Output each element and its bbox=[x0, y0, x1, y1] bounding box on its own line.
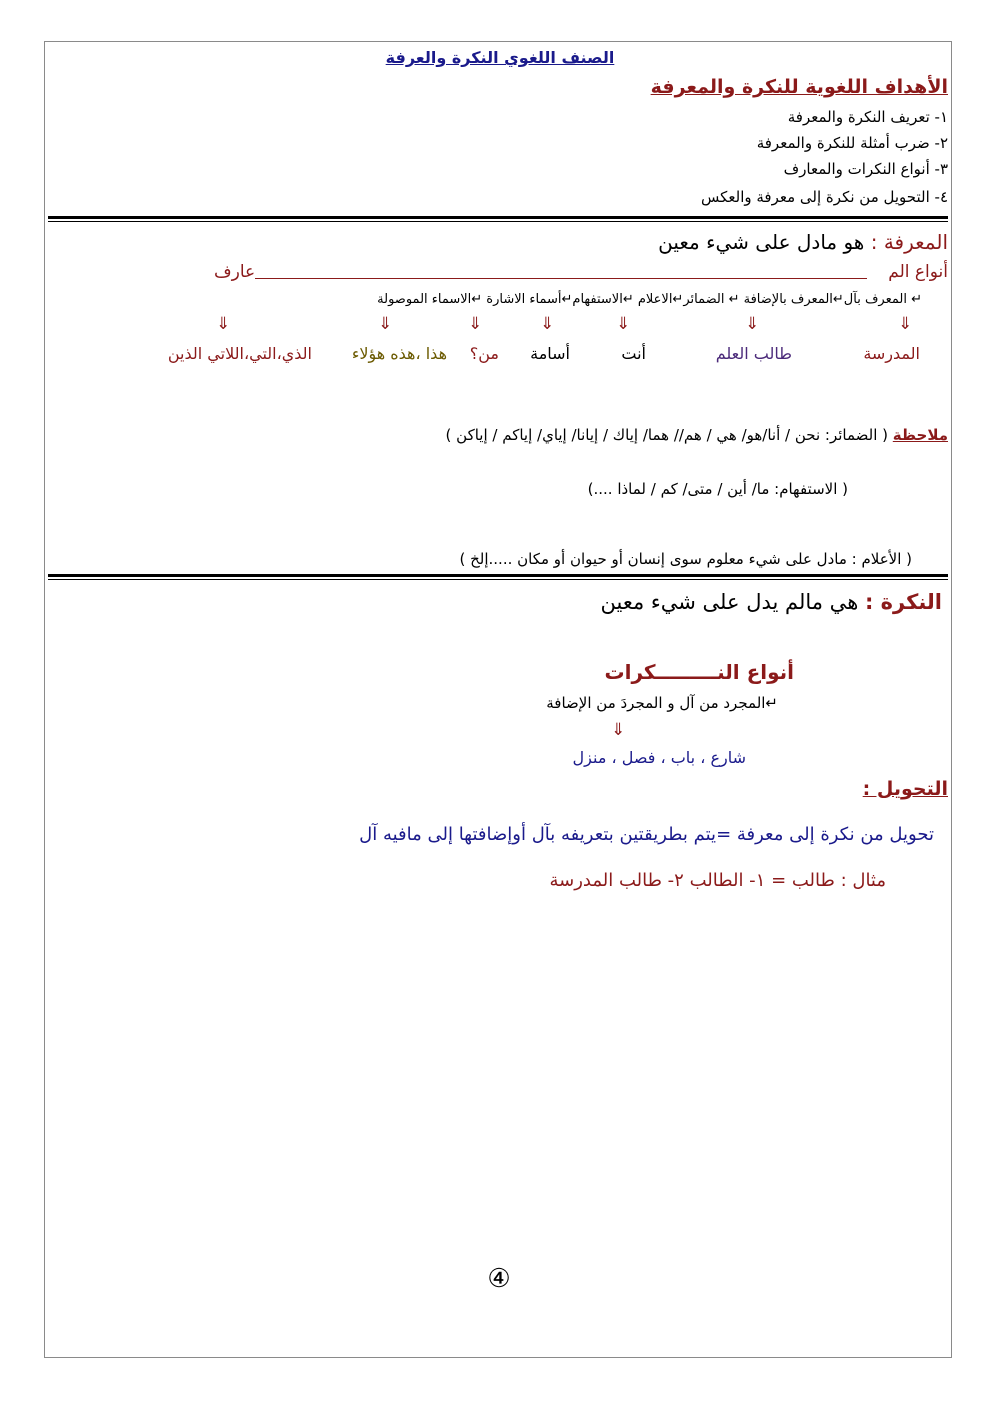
definite-label: المعرفة : bbox=[870, 230, 948, 254]
down-arrow-icon: ⇓ bbox=[745, 314, 760, 334]
section-divider bbox=[48, 574, 948, 580]
definite-type-list: ↵ المعرف بآل↵المعرف بالإضافة ↵ الضمائر↵الاعلام ↵الاستفهام↵أسماء الاشارة ↵الاسماء الموصولة bbox=[377, 292, 922, 307]
section-divider bbox=[48, 216, 948, 222]
down-arrow-icon: ⇓ bbox=[216, 314, 231, 334]
indefinite-label: النكرة : bbox=[864, 590, 942, 614]
conversion-example-text: مثال : طالب = ١- الطالب ٢- طالب المدرسة bbox=[549, 870, 886, 891]
down-arrow-icon: ⇓ bbox=[468, 314, 483, 334]
conversion-example bbox=[549, 870, 886, 891]
page-number: ④ bbox=[487, 1264, 511, 1294]
conversion-rule: تحويل من نكرة إلى معرفة =يتم بطريقتين بتعريفه بآل أوإضافتها إلى مافيه آل bbox=[359, 824, 934, 845]
definite-types-line bbox=[255, 278, 867, 279]
goal-item-3: ٣- أنواع النكرات والمعارف bbox=[783, 160, 948, 178]
example-who: من؟ bbox=[469, 344, 499, 363]
example-school: المدرسة bbox=[863, 344, 920, 363]
down-arrow-icon: ⇓ bbox=[378, 314, 393, 334]
note-label: ملاحظة bbox=[892, 426, 948, 444]
definite-definition: هو مادل على شيء معين bbox=[658, 230, 865, 254]
indefinite-examples: شارع ، باب ، فصل ، منزل bbox=[572, 748, 746, 767]
down-arrow-icon: ⇓ bbox=[540, 314, 555, 334]
definite-types-end: عارف bbox=[214, 262, 256, 282]
indefinite-type-line: ↵المجرد من آل و المجردَ من الإضافة bbox=[546, 694, 778, 712]
indefinite-definition-line bbox=[601, 590, 943, 614]
conversion-heading: التحويل : bbox=[862, 778, 948, 800]
note-pronouns-line bbox=[446, 426, 948, 444]
example-student: طالب العلم bbox=[715, 344, 792, 363]
indefinite-definition: هي مالم يدل على شيء معين bbox=[600, 590, 859, 614]
goal-item-2: ٢- ضرب أمثلة للنكرة والمعرفة bbox=[756, 134, 948, 152]
example-osama: أسامة bbox=[530, 344, 570, 363]
definite-types-start: أنواع الم bbox=[888, 262, 948, 282]
example-demonstratives: هذا ،هذه هؤلاء bbox=[351, 344, 447, 363]
example-relatives: الذي،التي،اللاتي الذين bbox=[167, 344, 312, 363]
indefinite-types-heading: أنواع النـــــــــكرات bbox=[604, 660, 794, 684]
goal-item-4: ٤- التحويل من نكرة إلى معرفة والعكس bbox=[701, 188, 948, 206]
goals-heading: الأهداف اللغوية للنكرة والمعرفة bbox=[650, 76, 948, 98]
goal-item-1: ١- تعريف النكرة والمعرفة bbox=[787, 108, 948, 126]
example-you: أنت bbox=[621, 344, 646, 363]
note-proper-nouns: ( الأعلام : مادل على شيء معلوم سوى إنسان أو حيوان أو مكان .....إلخ ) bbox=[459, 550, 912, 568]
page-title: الصنف اللغوي النكرة والعرفة bbox=[385, 48, 615, 67]
down-arrow-icon: ⇓ bbox=[898, 314, 913, 334]
note-interrogatives: ( الاستفهام: ما/ أين / متى/ كم / لماذا ....) bbox=[587, 480, 848, 498]
definite-definition-line bbox=[658, 230, 948, 254]
note-pronouns: ( الضمائر: نحن / أنا/هو/ هي / هم// هما/ إياك / إيانا/ إياي/ إياكم / إياكن ) bbox=[445, 426, 889, 444]
down-arrow-icon: ⇓ bbox=[611, 720, 626, 740]
down-arrow-icon: ⇓ bbox=[616, 314, 631, 334]
